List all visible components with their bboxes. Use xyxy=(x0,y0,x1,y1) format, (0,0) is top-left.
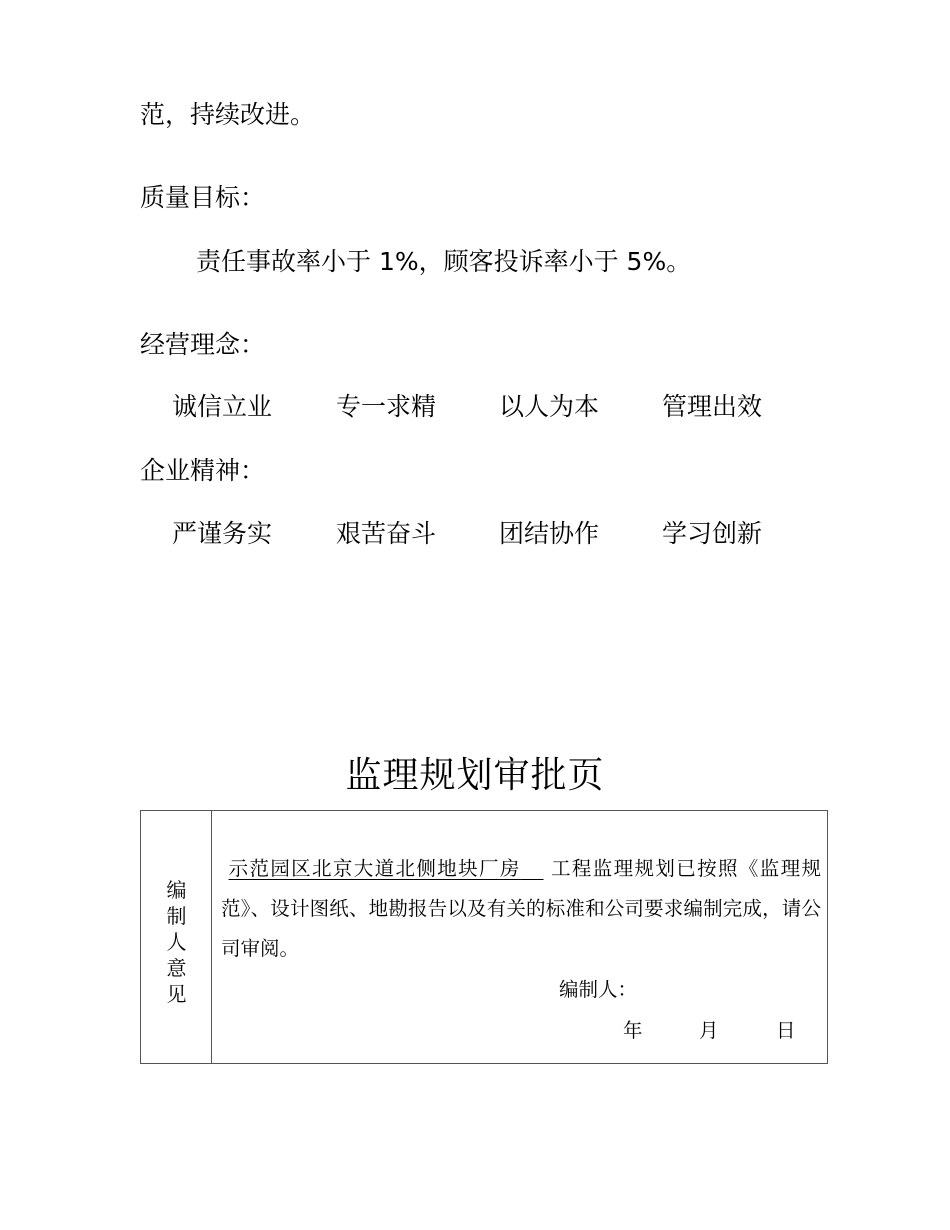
row-label-char: 见 xyxy=(166,982,187,1006)
spirit-heading: 企业精神： xyxy=(140,456,266,485)
approval-table xyxy=(140,810,828,1064)
spirit-items xyxy=(0,519,950,549)
spirit-item: 严谨务实 xyxy=(172,519,273,548)
opinion-body: 工程监理规划已按照《监理规范》、设计图纸、地勘报告以及有关的标准和公司要求编制完成，请公司审阅。 xyxy=(221,857,821,960)
philosophy-item: 管理出效 xyxy=(662,392,763,421)
opinion-text xyxy=(221,849,821,969)
row-label-char: 编 xyxy=(166,878,187,902)
spirit-item: 艰苦奋斗 xyxy=(336,519,437,548)
philosophy-item: 以人为本 xyxy=(499,392,600,421)
row-label-char: 人 xyxy=(166,930,187,954)
quality-goal-text: 责任事故率小于 1%，顾客投诉率小于 5%。 xyxy=(196,247,692,276)
date-day: 日 xyxy=(776,1019,796,1042)
row-label-char: 制 xyxy=(166,904,187,928)
philosophy-items xyxy=(0,392,950,422)
row-label-char: 意 xyxy=(166,956,187,980)
approval-page-title: 监理规划审批页 xyxy=(345,755,605,796)
signer-label: 编制人： xyxy=(559,978,638,1001)
quality-heading: 质量目标： xyxy=(140,183,266,212)
row-label-cell xyxy=(141,811,212,1063)
philosophy-item: 专一求精 xyxy=(336,392,437,421)
date-month: 月 xyxy=(699,1019,719,1042)
philosophy-heading: 经营理念： xyxy=(140,330,266,359)
continued-text: 范，持续改进。 xyxy=(140,100,316,129)
spirit-item: 团结协作 xyxy=(499,519,600,548)
project-name: 示范园区北京大道北侧地块厂房 xyxy=(228,857,521,880)
philosophy-item: 诚信立业 xyxy=(172,392,273,421)
spirit-item: 学习创新 xyxy=(662,519,763,548)
date-year: 年 xyxy=(623,1019,643,1042)
